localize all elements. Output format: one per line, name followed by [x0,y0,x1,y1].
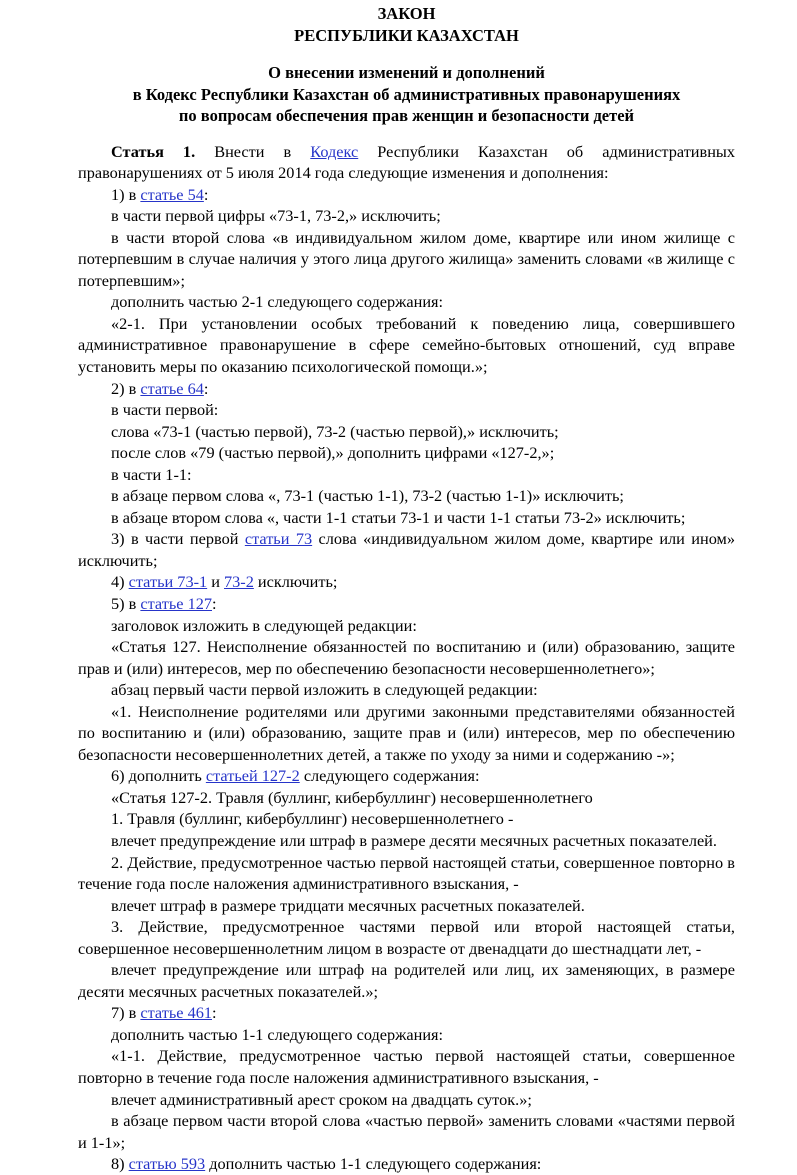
text-run: Республики Казахстан об административных правонарушениях от 5 июля 2014 года следующие изменения и дополнения: [78,141,736,183]
paragraph [78,830,735,852]
text-run: в части второй слова «в индивидуальном жилом доме, квартире или ином жилище с потерпевшим в случае наличия у этого лица другого жилища» заменить словами «в жилище с потерпевшим»; [78,227,735,290]
text-run: влечет административный арест сроком на двадцать суток.»; [111,1089,532,1109]
paragraph [78,528,735,571]
law-subtitle-line-3: по вопросам обеспечения прав женщин и безопасности детей [178,106,635,125]
document-body [78,141,735,1175]
text-run: 8) [111,1154,129,1174]
paragraph [78,1002,735,1024]
paragraph [78,808,735,830]
paragraph [78,852,735,895]
law-title [78,3,735,46]
text-run: 1. Травля (буллинг, кибербуллинг) несовершеннолетнего - [111,809,514,829]
paragraph [78,895,735,917]
text-run: в абзаце первом слова «, 73-1 (частью 1-1), 73-2 (частью 1-1)» исключить; [111,486,624,506]
paragraph [78,959,735,1002]
paragraph [78,141,735,184]
text-run: 1) в [111,184,141,204]
article-link[interactable]: статью 593 [128,1154,206,1174]
paragraph [78,593,735,615]
text-run: : [212,593,217,613]
text-run: 4) [111,572,129,592]
text-run: дополнить частью 1-1 следующего содержания: [111,1024,444,1044]
text-run: после слов «79 (частью первой),» дополнить цифрами «127-2,»; [111,443,555,463]
text-run: «2-1. При установлении особых требований к поведению лица, совершившего административное правонарушение в сфере семейно-бытовых отношений, суд вправе установить меры по оказанию психологической помощи.»; [78,313,735,376]
text-run: 7) в [111,1003,141,1023]
text-run: исключить; [253,572,338,592]
text-run: 2. Действие, предусмотренное частью первой настоящей статьи, совершенное повторно в течение года после наложения административного взыскания, - [78,852,735,894]
text-run: Внести в [195,141,311,161]
paragraph [78,636,735,679]
paragraph [78,485,735,507]
text-run: в части первой: [111,400,219,420]
text-run: влечет предупреждение или штраф в размере десяти месячных расчетных показателей. [111,831,717,850]
bold-text-run: Статья 1. [111,141,196,161]
paragraph [78,227,735,292]
paragraph [78,615,735,637]
paragraph [78,679,735,701]
article-link[interactable]: статьей 127-2 [205,766,300,786]
text-run: «Статья 127. Неисполнение обязанностей по воспитанию и (или) образованию, защите прав и (или) интересов, мер по обеспечению безопасности несовершеннолетнего»; [78,637,735,678]
text-run: дополнить частью 1-1 следующего содержания: [205,1154,542,1174]
article-link[interactable]: статье 127 [140,593,212,613]
law-title-line-2: РЕСПУБЛИКИ КАЗАХСТАН [294,25,519,45]
paragraph [78,399,735,421]
paragraph [78,1153,735,1175]
paragraph [78,765,735,787]
text-run: «1-1. Действие, предусмотренное частью первой настоящей статьи, совершенное повторно в течение года после наложения административного взыскания, - [78,1046,735,1088]
law-subtitle-line-1: О внесении изменений и дополнений [268,63,545,82]
paragraph [78,378,735,400]
paragraph [78,787,735,809]
paragraph [78,1110,735,1153]
text-run: в абзаце первом части второй слова «частью первой» заменить словами «частями первой и 1-1»; [78,1111,735,1152]
paragraph [78,1045,735,1088]
text-run: : [212,1003,217,1023]
paragraph [78,313,735,378]
text-run: абзац первый части первой изложить в следующей редакции: [111,680,538,700]
text-run: и [207,572,225,592]
text-run: дополнить частью 2-1 следующего содержания: [111,292,444,312]
article-link[interactable]: статьи 73 [244,529,313,549]
text-run: в части 1-1: [111,464,192,484]
paragraph [78,421,735,443]
article-link[interactable]: Кодекс [310,141,359,161]
text-run: следующего содержания: [299,766,480,786]
law-title-line-1: ЗАКОН [377,4,436,23]
text-run: в абзаце втором слова «, части 1-1 статьи 73-1 и части 1-1 статьи 73-2» исключить; [111,507,686,527]
paragraph [78,507,735,529]
paragraph [78,916,735,959]
text-run: слова «индивидуальном жилом доме, квартире или ином» исключить; [78,529,736,570]
paragraph [78,1024,735,1046]
law-subtitle [78,62,735,127]
text-run: влечет предупреждение или штраф на родителей или лиц, их заменяющих, в размере десяти месячных расчетных показателей.»; [78,960,735,1001]
paragraph [78,442,735,464]
text-run: «Статья 127-2. Травля (буллинг, кибербуллинг) несовершеннолетнего [111,787,593,807]
text-run: 5) в [111,593,141,613]
text-run: 2) в [111,378,141,398]
text-run: 3. Действие, предусмотренное частями первой или второй настоящей статьи, совершенное несовершеннолетним лицом в возрасте от двенадцати до шестнадцати лет, - [78,917,735,958]
article-link[interactable]: статьи 73-1 [128,572,208,592]
text-run: влечет штраф в размере тридцати месячных расчетных показателей. [111,895,585,915]
text-run: слова «73-1 (частью первой), 73-2 (частью первой),» исключить; [111,421,559,441]
text-run: : [203,184,209,204]
article-link[interactable]: 73-2 [224,572,254,592]
paragraph [78,184,735,206]
text-run: заголовок изложить в следующей редакции: [111,615,417,635]
paragraph [78,1089,735,1111]
text-run: в части первой цифры «73-1, 73-2,» исключить; [111,206,441,226]
article-link[interactable]: статье 64 [140,378,204,398]
text-run: 3) в части первой [111,529,245,549]
article-link[interactable]: статье 54 [140,184,204,204]
text-run: : [203,378,209,398]
article-link[interactable]: статье 461 [140,1003,212,1023]
law-subtitle-line-2: в Кодекс Республики Казахстан об административных правонарушениях [132,84,681,104]
paragraph [78,464,735,486]
text-run: 6) дополнить [111,766,206,786]
paragraph [78,571,735,593]
paragraph [78,701,735,766]
text-run: «1. Неисполнение родителями или другими законными представителями обязанностей по воспитанию и (или) образованию, защите прав и (или) интересов, мер по обеспечению безопасности несовершеннолетних детей, а также по уходу за ними и содержанию -»; [78,701,735,764]
paragraph [78,291,735,313]
paragraph [78,205,735,227]
